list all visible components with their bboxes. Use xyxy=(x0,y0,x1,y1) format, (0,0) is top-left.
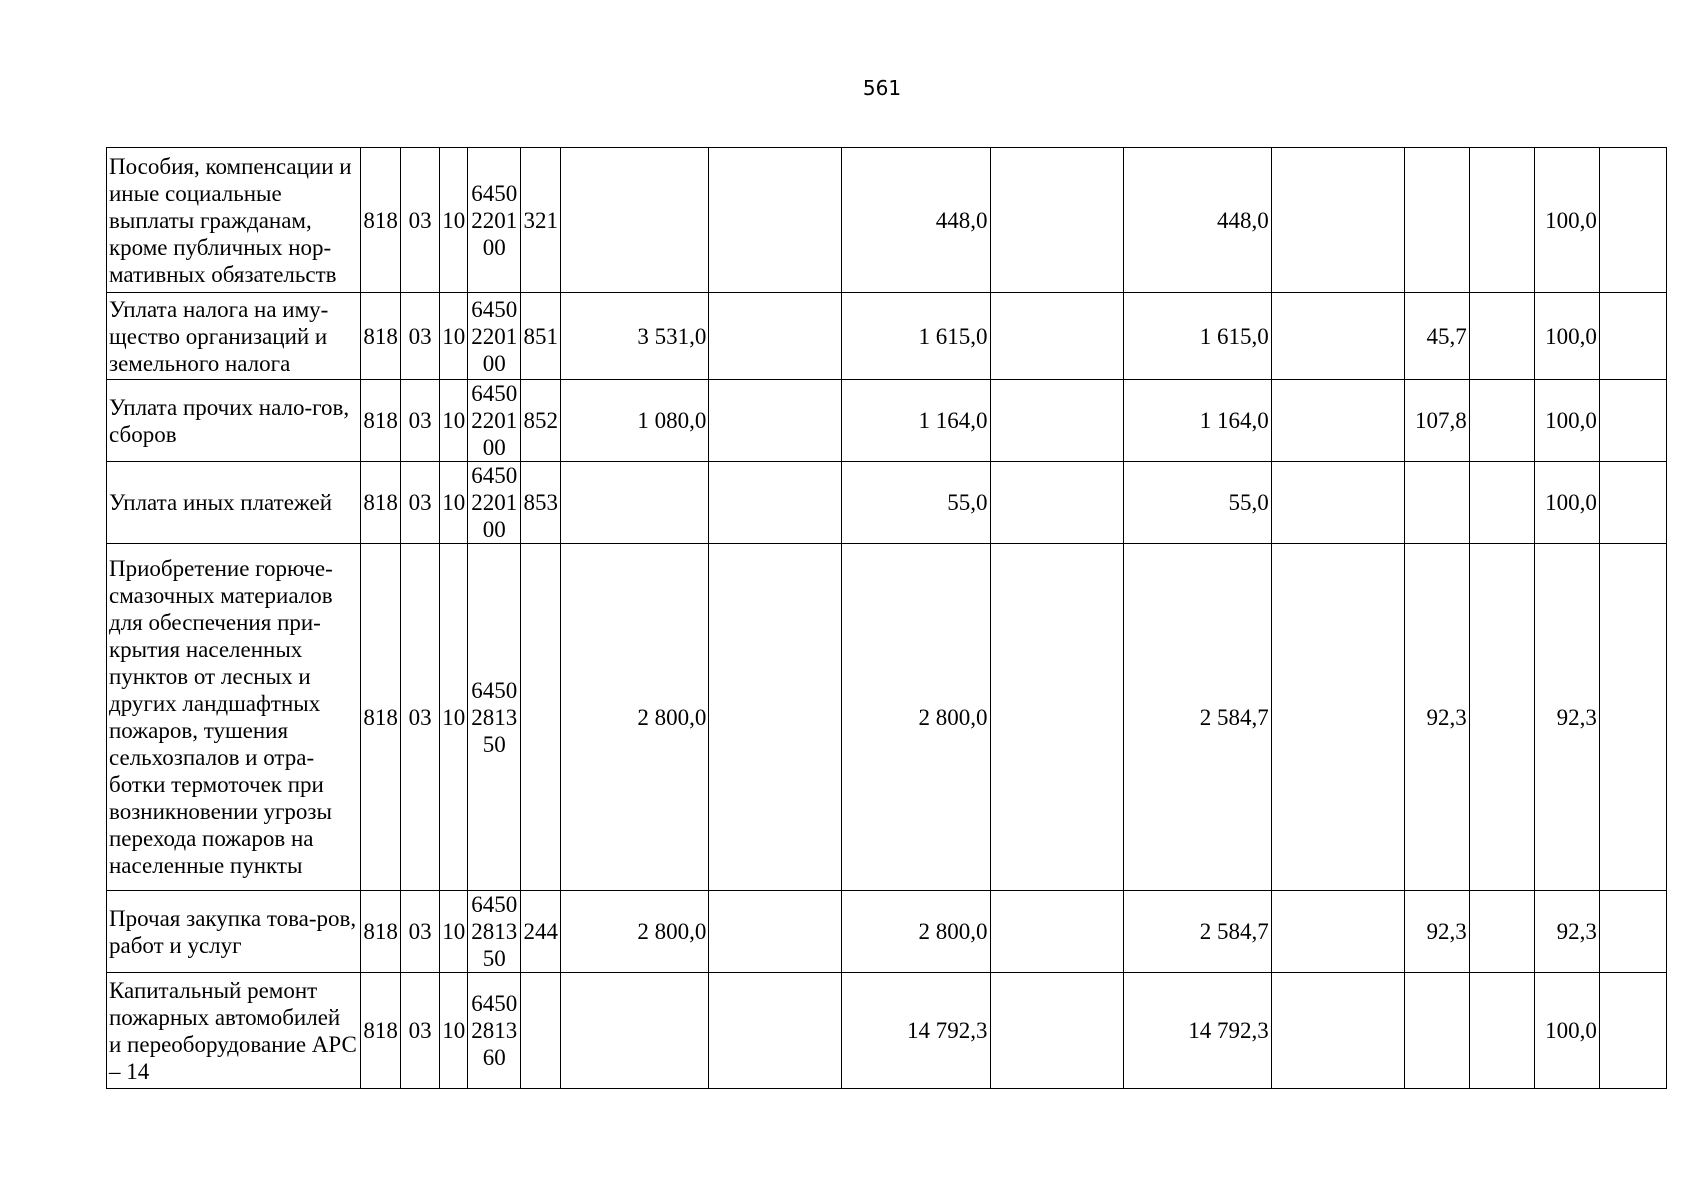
value-cell xyxy=(1271,891,1404,973)
subsection-code: 10 xyxy=(440,973,468,1089)
value-cell: 100,0 xyxy=(1534,973,1599,1089)
target-article-code xyxy=(468,891,521,973)
value-cell xyxy=(1599,380,1666,462)
target-article-part: 2201 xyxy=(471,408,518,433)
section-code: 03 xyxy=(401,973,440,1089)
value-cell: 2 584,7 xyxy=(1123,891,1271,973)
target-article-part: 6450 xyxy=(471,991,518,1016)
value-cell xyxy=(1404,973,1469,1089)
value-cell xyxy=(1271,293,1404,380)
table-row xyxy=(107,973,1667,1089)
target-article-part: 00 xyxy=(482,234,506,260)
value-cell xyxy=(990,891,1123,973)
subsection-code: 10 xyxy=(440,148,468,293)
value-cell xyxy=(709,293,842,380)
ministry-code: 818 xyxy=(361,891,401,973)
value-cell xyxy=(1599,891,1666,973)
value-cell xyxy=(1599,293,1666,380)
value-cell xyxy=(561,462,709,544)
value-cell: 1 164,0 xyxy=(1123,380,1271,462)
target-article-code xyxy=(468,973,521,1089)
value-cell xyxy=(1469,380,1534,462)
target-article-part: 6450 xyxy=(471,463,518,488)
value-cell xyxy=(709,973,842,1089)
ministry-code: 818 xyxy=(361,148,401,293)
target-article-code xyxy=(468,148,521,293)
value-cell xyxy=(709,891,842,973)
value-cell xyxy=(990,462,1123,544)
target-article-part: 2201 xyxy=(471,490,518,515)
row-name: Уплата налога на иму-щество организаций и земельного налога xyxy=(107,293,361,380)
ministry-code: 818 xyxy=(361,544,401,891)
value-cell xyxy=(709,148,842,293)
expense-type-code: 244 xyxy=(521,891,561,973)
target-article-code xyxy=(468,380,521,462)
target-article-part: 2813 xyxy=(471,704,518,730)
value-cell: 100,0 xyxy=(1534,462,1599,544)
target-article-part: 6450 xyxy=(471,180,518,206)
value-cell: 2 800,0 xyxy=(561,544,709,891)
ministry-code: 818 xyxy=(361,973,401,1089)
value-cell xyxy=(1599,462,1666,544)
table-row xyxy=(107,544,1667,891)
value-cell xyxy=(561,148,709,293)
value-cell: 2 800,0 xyxy=(561,891,709,973)
value-cell xyxy=(1599,544,1666,891)
ministry-code: 818 xyxy=(361,380,401,462)
subsection-code: 10 xyxy=(440,380,468,462)
section-code: 03 xyxy=(401,891,440,973)
table-row xyxy=(107,891,1667,973)
target-article-part: 6450 xyxy=(471,677,518,703)
value-cell: 92,3 xyxy=(1534,544,1599,891)
page-number: 561 xyxy=(862,76,902,100)
value-cell xyxy=(990,148,1123,293)
row-name: Пособия, компенсации и иные социальные выплаты гражданам, кроме публичных нор-мативных обязательств xyxy=(107,148,361,293)
value-cell xyxy=(990,293,1123,380)
row-name: Приобретение горюче-смазочных материалов для обеспечения при-крытия населенных пунктов от лесных и других ландшафтных пожаров, тушения сельхозпалов и отра-ботки термоточек при возникновении угрозы перехода пожаров на населенные пункты xyxy=(107,544,361,891)
expense-type-code xyxy=(521,544,561,891)
value-cell: 1 615,0 xyxy=(1123,293,1271,380)
value-cell xyxy=(1599,973,1666,1089)
value-cell: 14 792,3 xyxy=(842,973,990,1089)
ministry-code: 818 xyxy=(361,293,401,380)
target-article-part: 6450 xyxy=(471,296,518,322)
table-row xyxy=(107,380,1667,462)
expense-type-code: 853 xyxy=(521,462,561,544)
target-article-part: 00 xyxy=(482,350,506,376)
value-cell xyxy=(990,380,1123,462)
value-cell: 2 800,0 xyxy=(842,544,990,891)
value-cell xyxy=(1404,462,1469,544)
value-cell xyxy=(1599,148,1666,293)
value-cell xyxy=(1271,148,1404,293)
value-cell: 92,3 xyxy=(1404,891,1469,973)
value-cell xyxy=(1469,973,1534,1089)
section-code: 03 xyxy=(401,462,440,544)
value-cell: 1 615,0 xyxy=(842,293,990,380)
value-cell: 55,0 xyxy=(842,462,990,544)
budget-table xyxy=(106,147,1667,1089)
target-article-code xyxy=(468,293,521,380)
target-article-part: 2813 xyxy=(471,1018,518,1043)
value-cell: 2 800,0 xyxy=(842,891,990,973)
expense-type-code: 321 xyxy=(521,148,561,293)
target-article-part: 00 xyxy=(482,435,506,460)
target-article-part: 2201 xyxy=(471,207,518,233)
target-article-part: 2201 xyxy=(471,323,518,349)
target-article-code xyxy=(468,462,521,544)
value-cell: 100,0 xyxy=(1534,148,1599,293)
target-article-part: 60 xyxy=(482,1045,506,1070)
value-cell xyxy=(1271,973,1404,1089)
value-cell xyxy=(1404,148,1469,293)
table-row xyxy=(107,462,1667,544)
value-cell: 2 584,7 xyxy=(1123,544,1271,891)
value-cell xyxy=(709,462,842,544)
section-code: 03 xyxy=(401,380,440,462)
value-cell xyxy=(1469,891,1534,973)
target-article-part: 6450 xyxy=(471,892,518,917)
value-cell xyxy=(1271,544,1404,891)
value-cell: 55,0 xyxy=(1123,462,1271,544)
table-row xyxy=(107,293,1667,380)
row-name: Уплата прочих нало-гов, сборов xyxy=(107,380,361,462)
value-cell: 107,8 xyxy=(1404,380,1469,462)
subsection-code: 10 xyxy=(440,462,468,544)
value-cell: 100,0 xyxy=(1534,293,1599,380)
target-article-part: 50 xyxy=(482,946,506,971)
section-code: 03 xyxy=(401,544,440,891)
target-article-part: 50 xyxy=(482,731,506,757)
ministry-code: 818 xyxy=(361,462,401,544)
value-cell xyxy=(990,544,1123,891)
value-cell xyxy=(1469,544,1534,891)
expense-type-code xyxy=(521,973,561,1089)
value-cell: 92,3 xyxy=(1404,544,1469,891)
subsection-code: 10 xyxy=(440,891,468,973)
row-name: Капитальный ремонт пожарных автомобилей и переоборудование АРС – 14 xyxy=(107,973,361,1089)
value-cell: 14 792,3 xyxy=(1123,973,1271,1089)
value-cell xyxy=(1271,462,1404,544)
expense-type-code: 851 xyxy=(521,293,561,380)
value-cell xyxy=(990,973,1123,1089)
value-cell xyxy=(1469,293,1534,380)
section-code: 03 xyxy=(401,148,440,293)
value-cell: 448,0 xyxy=(842,148,990,293)
table-body xyxy=(107,148,1667,1089)
subsection-code: 10 xyxy=(440,544,468,891)
value-cell: 45,7 xyxy=(1404,293,1469,380)
value-cell xyxy=(709,544,842,891)
value-cell xyxy=(561,973,709,1089)
value-cell: 100,0 xyxy=(1534,380,1599,462)
expense-type-code: 852 xyxy=(521,380,561,462)
target-article-part: 00 xyxy=(482,517,506,542)
value-cell xyxy=(1469,462,1534,544)
section-code: 03 xyxy=(401,293,440,380)
table-row xyxy=(107,148,1667,293)
value-cell xyxy=(1469,148,1534,293)
target-article-part: 6450 xyxy=(471,381,518,406)
value-cell: 448,0 xyxy=(1123,148,1271,293)
row-name: Прочая закупка това-ров, работ и услуг xyxy=(107,891,361,973)
value-cell xyxy=(709,380,842,462)
value-cell: 3 531,0 xyxy=(561,293,709,380)
value-cell: 92,3 xyxy=(1534,891,1599,973)
row-name: Уплата иных платежей xyxy=(107,462,361,544)
value-cell xyxy=(1271,380,1404,462)
value-cell: 1 080,0 xyxy=(561,380,709,462)
target-article-part: 2813 xyxy=(471,919,518,944)
subsection-code: 10 xyxy=(440,293,468,380)
target-article-code xyxy=(468,544,521,891)
value-cell: 1 164,0 xyxy=(842,380,990,462)
